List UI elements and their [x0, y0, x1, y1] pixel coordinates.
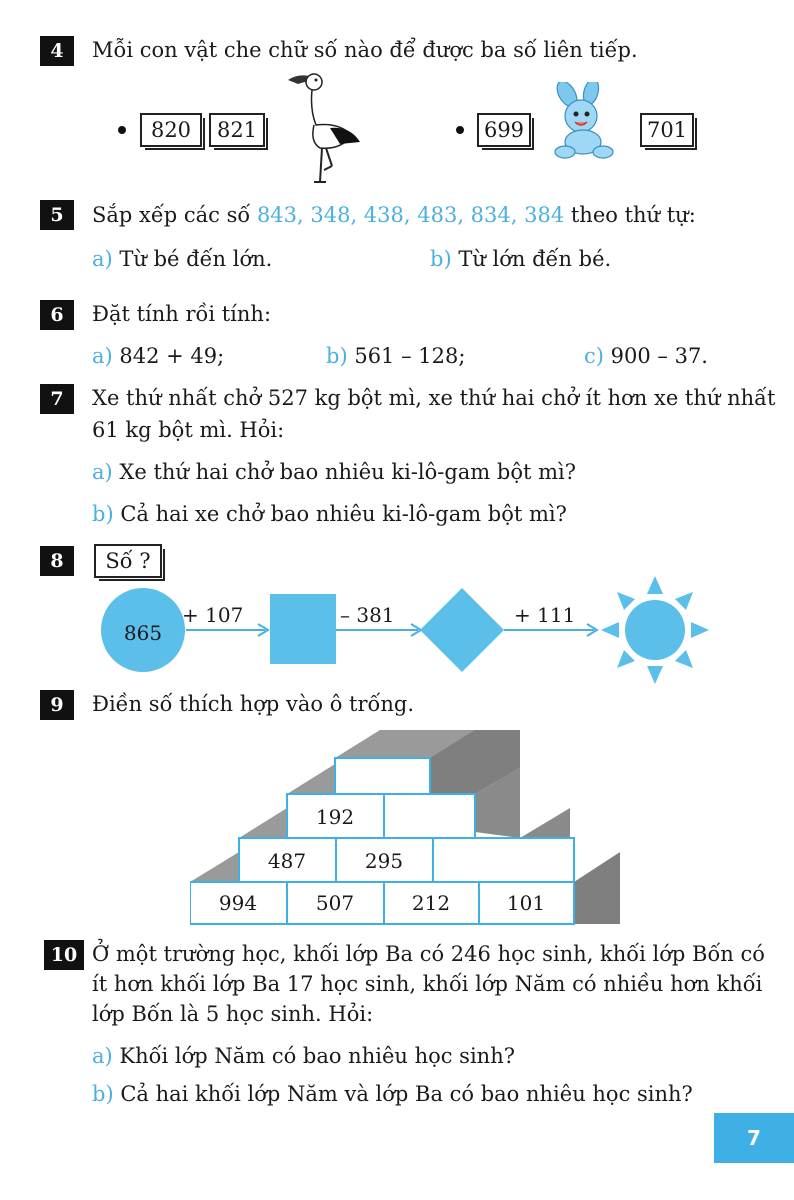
number-list: 843, 348, 438, 483, 834, 384 — [256, 203, 565, 227]
option-label: a) — [92, 344, 113, 368]
option-text: Xe thứ hai chở bao nhiêu ki-lô-gam bột mì? — [119, 460, 576, 484]
exercise-10-b — [92, 1082, 693, 1106]
exercise-6-b — [326, 344, 465, 368]
exercise-5-number: 5 — [40, 200, 74, 230]
so-label-box: Số ? — [94, 544, 162, 578]
bullet-icon — [456, 126, 464, 134]
option-label: b) — [92, 1082, 114, 1106]
option-label: a) — [92, 247, 113, 271]
pyramid-value: 487 — [267, 849, 307, 873]
option-label: b) — [326, 344, 348, 368]
exercise-6-number: 6 — [40, 300, 74, 330]
blank-square — [270, 594, 336, 664]
pyramid-value: 192 — [315, 805, 355, 829]
exercise-8-number: 8 — [40, 546, 74, 576]
stork-icon — [280, 70, 370, 190]
pyramid-cell — [433, 838, 574, 882]
exercise-5-text — [92, 203, 696, 227]
pyramid-value: 295 — [364, 849, 404, 873]
pyramid-value: 212 — [411, 891, 451, 915]
exercise-7-b — [92, 502, 567, 526]
option-label: a) — [92, 460, 113, 484]
number-box: 699 — [477, 113, 531, 147]
exercise-5-a — [92, 247, 272, 271]
option-text: Từ bé đến lớn. — [119, 247, 273, 271]
exercise-7-line2: 61 kg bột mì. Hỏi: — [92, 418, 285, 442]
option-text: Khối lớp Năm có bao nhiêu học sinh? — [119, 1044, 515, 1068]
option-text: 900 – 37. — [610, 344, 708, 368]
exercise-10-a — [92, 1044, 515, 1068]
start-value: 865 — [123, 621, 163, 645]
operation-3: + 111 — [514, 603, 576, 627]
exercise-6-a — [92, 344, 224, 368]
exercise-4-text: Mỗi con vật che chữ số nào để được ba số liên tiếp. — [92, 38, 638, 62]
number-box: 701 — [640, 113, 694, 147]
option-label: b) — [92, 502, 114, 526]
exercise-7-line1: Xe thứ nhất chở 527 kg bột mì, xe thứ hai chở ít hơn xe thứ nhất — [92, 386, 776, 410]
exercise-6-text: Đặt tính rồi tính: — [92, 302, 272, 326]
pyramid-value: 101 — [506, 891, 546, 915]
rabbit-icon — [545, 82, 625, 162]
exercise-5-b — [430, 247, 611, 271]
exercise-10-line2: ít hơn khối lớp Ba 17 học sinh, khối lớp Năm có nhiều hơn khối — [92, 972, 763, 996]
pyramid-value: 994 — [218, 891, 258, 915]
number-chain-diagram — [100, 572, 730, 692]
exercise-7-a — [92, 460, 576, 484]
text-before: Sắp xếp các số — [92, 203, 257, 227]
exercise-10-line3: lớp Bốn là 5 học sinh. Hỏi: — [92, 1002, 374, 1026]
blank-sun — [601, 576, 709, 684]
text-after: theo thứ tự: — [564, 203, 696, 227]
exercise-10-number: 10 — [44, 940, 84, 970]
option-text: 561 – 128; — [354, 344, 466, 368]
number-pyramid — [190, 728, 620, 928]
option-text: Từ lớn đến bé. — [458, 247, 612, 271]
blank-diamond — [420, 588, 504, 672]
number-box: 821 — [209, 113, 265, 147]
number-box: 820 — [140, 113, 202, 147]
bullet-icon — [118, 126, 126, 134]
pyramid-cell — [335, 758, 430, 794]
option-label: b) — [430, 247, 452, 271]
exercise-9-number: 9 — [40, 690, 74, 720]
page-number: 7 — [714, 1113, 794, 1163]
exercise-6-c — [584, 344, 708, 368]
exercise-4-number: 4 — [40, 36, 74, 66]
pyramid-value: 507 — [315, 891, 355, 915]
exercise-9-text: Điền số thích hợp vào ô trống. — [92, 692, 415, 716]
option-text: 842 + 49; — [119, 344, 225, 368]
operation-1: + 107 — [182, 603, 244, 627]
pyramid-cell — [384, 794, 475, 838]
option-text: Cả hai xe chở bao nhiêu ki-lô-gam bột mì? — [120, 502, 567, 526]
exercise-7-number: 7 — [40, 384, 74, 414]
option-label: a) — [92, 1044, 113, 1068]
option-label: c) — [584, 344, 604, 368]
exercise-10-line1: Ở một trường học, khối lớp Ba có 246 học sinh, khối lớp Bốn có — [92, 942, 765, 966]
option-text: Cả hai khối lớp Năm và lớp Ba có bao nhiêu học sinh? — [120, 1082, 693, 1106]
operation-2: – 381 — [340, 603, 395, 627]
